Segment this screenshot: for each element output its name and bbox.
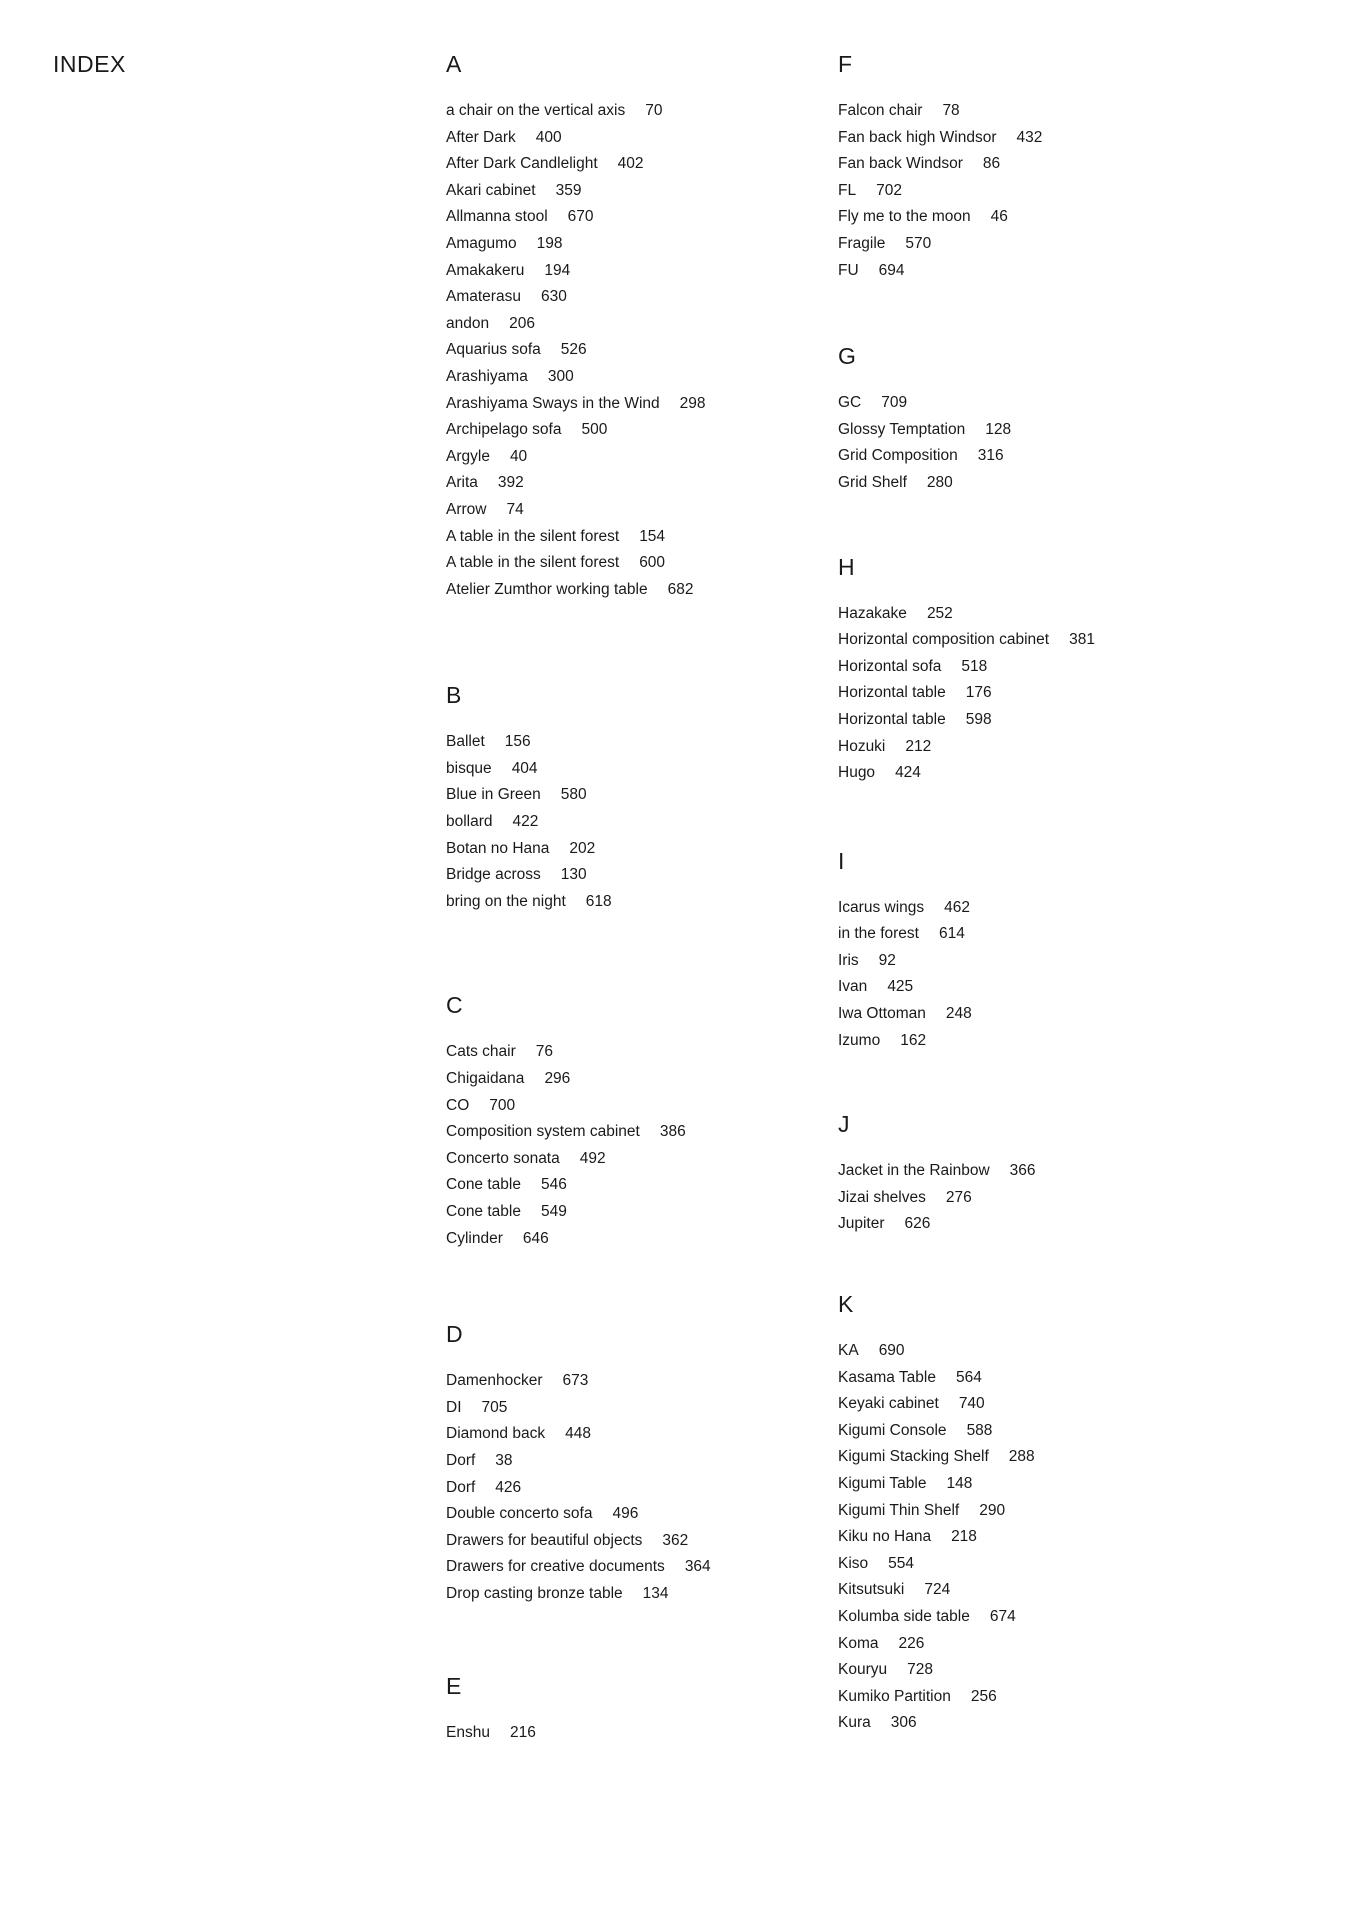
entry-page-number: 154 bbox=[639, 527, 666, 545]
entry-name: Atelier Zumthor working table bbox=[446, 580, 648, 598]
entry-page-number: 690 bbox=[878, 1342, 905, 1360]
section-letter: E bbox=[446, 1672, 462, 1699]
entry-name: Fragile bbox=[838, 234, 886, 252]
index-entry bbox=[838, 125, 1218, 152]
index-entry bbox=[446, 1172, 826, 1199]
index-entry bbox=[838, 1418, 1218, 1445]
entry-name: bollard bbox=[446, 813, 493, 831]
entry-page-number: 134 bbox=[642, 1584, 669, 1602]
entry-page-number: 130 bbox=[560, 866, 587, 884]
entry-list bbox=[838, 390, 1218, 496]
entry-name: Glossy Temptation bbox=[838, 420, 966, 438]
entry-page-number: 386 bbox=[659, 1123, 686, 1141]
entry-name: Bridge across bbox=[446, 866, 541, 884]
entry-name: Drawers for creative documents bbox=[446, 1558, 665, 1576]
index-entry bbox=[838, 974, 1218, 1001]
entry-name: Cats chair bbox=[446, 1043, 516, 1061]
entry-list bbox=[838, 98, 1218, 284]
entry-name: Enshu bbox=[446, 1723, 490, 1741]
entry-list bbox=[838, 1338, 1218, 1737]
page-title: INDEX bbox=[53, 51, 126, 77]
entry-name: Falcon chair bbox=[838, 102, 923, 119]
index-entry bbox=[446, 1554, 826, 1581]
index-section-j bbox=[838, 1110, 1218, 1238]
entry-name: Dorf bbox=[446, 1478, 476, 1496]
index-entry bbox=[446, 417, 826, 444]
index-entry bbox=[446, 444, 826, 471]
entry-name: DI bbox=[446, 1398, 462, 1416]
index-entry bbox=[838, 1001, 1218, 1028]
entry-name: Horizontal table bbox=[838, 684, 946, 702]
index-entry bbox=[446, 364, 826, 391]
section-letter: D bbox=[446, 1321, 463, 1348]
index-entry bbox=[838, 151, 1218, 178]
index-entry bbox=[446, 1226, 826, 1253]
entry-page-number: 46 bbox=[990, 208, 1008, 226]
entry-name: Chigaidana bbox=[446, 1070, 525, 1088]
entry-name: GC bbox=[838, 394, 862, 412]
entry-name: Hozuki bbox=[838, 737, 886, 755]
entry-page-number: 381 bbox=[1069, 631, 1095, 649]
entry-list bbox=[838, 601, 1218, 787]
entry-page-number: 402 bbox=[617, 155, 644, 173]
entry-name: Akari cabinet bbox=[446, 181, 536, 199]
entry-name: Concerto sonata bbox=[446, 1149, 560, 1167]
entry-name: Cylinder bbox=[446, 1229, 503, 1247]
index-entry bbox=[838, 178, 1218, 205]
entry-name: Hazakake bbox=[838, 604, 907, 622]
index-entry bbox=[446, 809, 826, 836]
entry-page-number: 422 bbox=[512, 813, 539, 831]
entry-name: Kiso bbox=[838, 1554, 869, 1572]
index-entry bbox=[838, 1684, 1218, 1711]
entry-page-number: 38 bbox=[495, 1451, 513, 1469]
entry-page-number: 724 bbox=[924, 1581, 951, 1599]
entry-page-number: 198 bbox=[536, 234, 563, 252]
index-entry bbox=[838, 1444, 1218, 1471]
entry-page-number: 226 bbox=[898, 1634, 925, 1652]
entry-name: Arashiyama Sways in the Wind bbox=[446, 394, 660, 412]
entry-name: bring on the night bbox=[446, 892, 566, 910]
index-entry bbox=[838, 1185, 1218, 1212]
index-entry bbox=[838, 1338, 1218, 1365]
section-letter: K bbox=[838, 1291, 854, 1318]
entry-page-number: 400 bbox=[535, 128, 562, 146]
index-entry bbox=[446, 284, 826, 311]
index-entry bbox=[838, 627, 1218, 654]
entry-page-number: 554 bbox=[888, 1554, 915, 1572]
index-entry bbox=[446, 836, 826, 863]
entry-name: A table in the silent forest bbox=[446, 527, 620, 545]
index-entry bbox=[446, 151, 826, 178]
entry-name: After Dark bbox=[446, 128, 516, 146]
entry-page-number: 614 bbox=[939, 925, 965, 943]
section-letter: C bbox=[446, 992, 463, 1019]
entry-name: Iwa Ottoman bbox=[838, 1005, 926, 1023]
index-column-2 bbox=[838, 50, 1218, 1737]
entry-page-number: 682 bbox=[667, 580, 694, 598]
entry-page-number: 598 bbox=[965, 710, 992, 728]
index-entry bbox=[838, 707, 1218, 734]
entry-page-number: 700 bbox=[489, 1096, 516, 1114]
index-entry bbox=[446, 756, 826, 783]
entry-page-number: 194 bbox=[544, 261, 571, 279]
index-entry bbox=[446, 862, 826, 889]
entry-name: Hugo bbox=[838, 764, 876, 782]
entry-name: A table in the silent forest bbox=[446, 554, 620, 572]
index-entry bbox=[446, 311, 826, 338]
entry-name: Jizai shelves bbox=[838, 1188, 926, 1206]
index-entry bbox=[446, 204, 826, 231]
index-entry bbox=[446, 98, 826, 125]
entry-page-number: 392 bbox=[497, 474, 524, 492]
index-entry bbox=[446, 1119, 826, 1146]
index-entry bbox=[838, 1657, 1218, 1684]
entry-name: Damenhocker bbox=[446, 1372, 543, 1390]
entry-name: Kasama Table bbox=[838, 1368, 936, 1386]
index-entry bbox=[446, 1146, 826, 1173]
section-letter: I bbox=[838, 847, 845, 874]
entry-name: Amakakeru bbox=[446, 261, 525, 279]
index-entry bbox=[838, 1391, 1218, 1418]
entry-name: Botan no Hana bbox=[446, 839, 550, 857]
index-entry bbox=[446, 1581, 826, 1608]
entry-page-number: 288 bbox=[1008, 1448, 1035, 1466]
entry-page-number: 588 bbox=[966, 1421, 993, 1439]
entry-page-number: 740 bbox=[958, 1395, 985, 1413]
entry-page-number: 496 bbox=[612, 1505, 639, 1523]
section-letter: F bbox=[838, 51, 853, 77]
entry-page-number: 300 bbox=[547, 367, 574, 385]
entry-name: Kolumba side table bbox=[838, 1607, 970, 1625]
entry-page-number: 212 bbox=[905, 737, 932, 755]
entry-name: a chair on the vertical axis bbox=[446, 102, 626, 119]
index-entry bbox=[838, 1710, 1218, 1737]
index-entry bbox=[838, 948, 1218, 975]
entry-name: Kigumi Table bbox=[838, 1475, 927, 1492]
index-entry bbox=[446, 1199, 826, 1226]
entry-name: Archipelago sofa bbox=[446, 421, 562, 439]
index-section-c bbox=[446, 991, 826, 1252]
index-entry bbox=[446, 1720, 826, 1747]
entry-name: Ivan bbox=[838, 978, 868, 996]
entry-name: Grid Shelf bbox=[838, 473, 907, 491]
entry-name: Drawers for beautiful objects bbox=[446, 1531, 643, 1549]
entry-page-number: 580 bbox=[560, 786, 587, 804]
entry-list bbox=[446, 98, 826, 603]
entry-page-number: 728 bbox=[907, 1661, 933, 1679]
index-entry bbox=[838, 1604, 1218, 1631]
index-entry bbox=[838, 443, 1218, 470]
entry-page-number: 564 bbox=[955, 1368, 982, 1386]
entry-name: Kigumi Console bbox=[838, 1421, 947, 1439]
entry-name: Fan back Windsor bbox=[838, 155, 963, 173]
entry-name: FL bbox=[838, 181, 857, 199]
entry-list bbox=[838, 1158, 1218, 1238]
entry-name: bisque bbox=[446, 759, 492, 777]
entry-page-number: 176 bbox=[965, 684, 992, 702]
index-entry bbox=[446, 1039, 826, 1066]
entry-page-number: 448 bbox=[565, 1425, 591, 1443]
entry-page-number: 364 bbox=[684, 1558, 711, 1576]
entry-name: Ballet bbox=[446, 733, 485, 751]
index-entry bbox=[446, 1528, 826, 1555]
index-entry bbox=[838, 1471, 1218, 1498]
entry-name: Arashiyama bbox=[446, 367, 528, 385]
entry-name: After Dark Candlelight bbox=[446, 155, 598, 173]
entry-name: Kouryu bbox=[838, 1661, 888, 1679]
entry-page-number: 280 bbox=[926, 473, 953, 491]
index-section-g bbox=[838, 342, 1218, 496]
entry-name: Iris bbox=[838, 951, 859, 969]
index-entry bbox=[838, 895, 1218, 922]
index-entry bbox=[838, 470, 1218, 497]
section-letter: G bbox=[838, 343, 856, 370]
entry-page-number: 298 bbox=[679, 394, 706, 412]
entry-page-number: 618 bbox=[585, 892, 612, 910]
entry-page-number: 518 bbox=[961, 657, 988, 675]
entry-page-number: 670 bbox=[567, 208, 594, 226]
entry-page-number: 76 bbox=[535, 1043, 554, 1061]
entry-name: Fly me to the moon bbox=[838, 208, 971, 226]
index-entry bbox=[838, 734, 1218, 761]
entry-page-number: 462 bbox=[944, 898, 971, 916]
entry-page-number: 546 bbox=[540, 1176, 567, 1194]
index-section-b bbox=[446, 681, 826, 915]
entry-name: Double concerto sofa bbox=[446, 1505, 593, 1523]
entry-page-number: 362 bbox=[662, 1531, 689, 1549]
index-entry bbox=[446, 470, 826, 497]
entry-page-number: 70 bbox=[645, 102, 663, 119]
entry-name: Izumo bbox=[838, 1031, 881, 1049]
index-entry bbox=[838, 417, 1218, 444]
index-entry bbox=[446, 1448, 826, 1475]
index-entry bbox=[446, 1066, 826, 1093]
entry-name: Kumiko Partition bbox=[838, 1687, 951, 1705]
index-entry bbox=[446, 1421, 826, 1448]
entry-page-number: 218 bbox=[951, 1528, 977, 1546]
index-entry bbox=[838, 258, 1218, 285]
entry-name: Horizontal sofa bbox=[838, 657, 942, 675]
entry-page-number: 702 bbox=[876, 181, 902, 199]
entry-list bbox=[446, 1039, 826, 1252]
entry-page-number: 276 bbox=[945, 1188, 972, 1206]
entry-page-number: 202 bbox=[569, 839, 596, 857]
entry-page-number: 709 bbox=[881, 394, 908, 412]
index-entry bbox=[446, 782, 826, 809]
index-section-k bbox=[838, 1290, 1218, 1737]
index-entry bbox=[838, 1498, 1218, 1525]
entry-list bbox=[446, 1368, 826, 1607]
index-entry bbox=[446, 125, 826, 152]
entry-name: Arita bbox=[446, 474, 478, 492]
index-section-e bbox=[446, 1672, 826, 1747]
index-entry bbox=[838, 680, 1218, 707]
entry-name: Cone table bbox=[446, 1203, 521, 1220]
index-entry bbox=[838, 390, 1218, 417]
entry-name: Kura bbox=[838, 1714, 871, 1732]
entry-name: Amaterasu bbox=[446, 288, 521, 306]
section-letter: A bbox=[446, 51, 462, 77]
entry-page-number: 290 bbox=[979, 1501, 1006, 1519]
entry-page-number: 92 bbox=[878, 951, 896, 969]
entry-name: Composition system cabinet bbox=[446, 1123, 640, 1141]
index-entry bbox=[446, 258, 826, 285]
index-entry bbox=[838, 231, 1218, 258]
index-entry bbox=[838, 654, 1218, 681]
entry-page-number: 306 bbox=[890, 1714, 917, 1732]
entry-page-number: 366 bbox=[1009, 1162, 1036, 1180]
index-section-i bbox=[838, 847, 1218, 1055]
entry-page-number: 570 bbox=[905, 234, 932, 252]
entry-name: Arrow bbox=[446, 500, 487, 518]
entry-name: in the forest bbox=[838, 925, 919, 943]
index-entry bbox=[446, 497, 826, 524]
entry-name: Grid Composition bbox=[838, 447, 958, 465]
entry-page-number: 705 bbox=[481, 1398, 508, 1416]
entry-name: FU bbox=[838, 261, 859, 279]
entry-page-number: 86 bbox=[982, 155, 1001, 173]
section-letter: B bbox=[446, 682, 462, 709]
entry-name: Jacket in the Rainbow bbox=[838, 1162, 990, 1180]
entry-page-number: 425 bbox=[887, 978, 914, 996]
entry-page-number: 549 bbox=[540, 1203, 567, 1220]
entry-name: Amagumo bbox=[446, 234, 517, 252]
entry-page-number: 646 bbox=[522, 1229, 549, 1247]
entry-name: Cone table bbox=[446, 1176, 521, 1194]
index-entry bbox=[838, 204, 1218, 231]
index-section-d bbox=[446, 1320, 826, 1607]
index-entry bbox=[838, 1524, 1218, 1551]
index-entry bbox=[838, 921, 1218, 948]
entry-page-number: 674 bbox=[989, 1607, 1016, 1625]
section-letter: J bbox=[838, 1111, 850, 1138]
entry-name: KA bbox=[838, 1342, 859, 1360]
entry-name: Kigumi Stacking Shelf bbox=[838, 1448, 989, 1466]
entry-page-number: 316 bbox=[977, 447, 1004, 465]
entry-name: Icarus wings bbox=[838, 898, 925, 916]
entry-page-number: 148 bbox=[946, 1475, 973, 1492]
entry-page-number: 78 bbox=[942, 102, 960, 119]
entry-page-number: 626 bbox=[904, 1215, 931, 1233]
index-entry bbox=[838, 1551, 1218, 1578]
entry-name: Diamond back bbox=[446, 1425, 546, 1443]
entry-page-number: 673 bbox=[562, 1372, 589, 1390]
entry-name: Jupiter bbox=[838, 1215, 885, 1233]
entry-page-number: 206 bbox=[509, 314, 535, 332]
index-entry bbox=[446, 1475, 826, 1502]
index-column-1 bbox=[446, 50, 826, 1746]
index-entry bbox=[838, 1631, 1218, 1658]
entry-name: Kigumi Thin Shelf bbox=[838, 1501, 960, 1519]
index-entry bbox=[446, 1093, 826, 1120]
index-entry bbox=[838, 1028, 1218, 1055]
entry-page-number: 526 bbox=[560, 341, 587, 359]
index-entry bbox=[838, 98, 1218, 125]
entry-page-number: 216 bbox=[509, 1723, 536, 1741]
entry-page-number: 359 bbox=[555, 181, 582, 199]
entry-name: CO bbox=[446, 1096, 470, 1114]
entry-page-number: 404 bbox=[511, 759, 538, 777]
entry-name: Argyle bbox=[446, 447, 490, 465]
entry-name: andon bbox=[446, 314, 490, 332]
index-entry bbox=[838, 1577, 1218, 1604]
index-entry bbox=[446, 1368, 826, 1395]
entry-page-number: 432 bbox=[1016, 128, 1043, 146]
index-section-a bbox=[446, 50, 826, 603]
index-entry bbox=[446, 1501, 826, 1528]
entry-page-number: 74 bbox=[506, 500, 524, 518]
entry-name: Kitsutsuki bbox=[838, 1581, 905, 1599]
section-letter: H bbox=[838, 553, 855, 580]
entry-page-number: 630 bbox=[540, 288, 567, 306]
entry-name: Drop casting bronze table bbox=[446, 1584, 623, 1602]
entry-name: Blue in Green bbox=[446, 786, 541, 804]
index-entry bbox=[838, 1158, 1218, 1185]
entry-name: Koma bbox=[838, 1634, 879, 1652]
entry-page-number: 256 bbox=[970, 1687, 997, 1705]
entry-name: Fan back high Windsor bbox=[838, 128, 997, 146]
entry-name: Kiku no Hana bbox=[838, 1528, 932, 1546]
entry-name: Horizontal composition cabinet bbox=[838, 631, 1050, 649]
entry-list bbox=[446, 1720, 826, 1747]
entry-list bbox=[838, 895, 1218, 1055]
index-entry bbox=[446, 391, 826, 418]
index-entry bbox=[446, 729, 826, 756]
index-entry bbox=[838, 1211, 1218, 1238]
entry-name: Dorf bbox=[446, 1451, 476, 1469]
index-entry bbox=[446, 550, 826, 577]
index-entry bbox=[446, 231, 826, 258]
entry-page-number: 296 bbox=[544, 1070, 571, 1088]
index-entry bbox=[446, 178, 826, 205]
entry-page-number: 248 bbox=[945, 1005, 972, 1023]
entry-page-number: 40 bbox=[509, 447, 528, 465]
entry-page-number: 500 bbox=[581, 421, 608, 439]
index-entry bbox=[838, 601, 1218, 628]
index-entry bbox=[446, 577, 826, 604]
index-section-h bbox=[838, 553, 1218, 787]
entry-page-number: 424 bbox=[895, 764, 921, 782]
index-entry bbox=[446, 889, 826, 916]
entry-page-number: 252 bbox=[926, 604, 953, 622]
entry-page-number: 156 bbox=[504, 733, 531, 751]
entry-page-number: 162 bbox=[900, 1031, 927, 1049]
index-entry bbox=[838, 1365, 1218, 1392]
entry-page-number: 426 bbox=[495, 1478, 522, 1496]
entry-list bbox=[446, 729, 826, 915]
entry-name: Aquarius sofa bbox=[446, 341, 541, 359]
entry-page-number: 492 bbox=[579, 1149, 606, 1167]
entry-page-number: 128 bbox=[985, 420, 1012, 438]
index-entry bbox=[446, 524, 826, 551]
index-entry bbox=[838, 760, 1218, 787]
entry-page-number: 694 bbox=[878, 261, 905, 279]
index-entry bbox=[446, 337, 826, 364]
entry-name: Horizontal table bbox=[838, 710, 946, 728]
index-section-f bbox=[838, 50, 1218, 284]
entry-name: Allmanna stool bbox=[446, 208, 548, 226]
index-entry bbox=[446, 1395, 826, 1422]
entry-page-number: 600 bbox=[639, 554, 666, 572]
entry-name: Keyaki cabinet bbox=[838, 1395, 939, 1413]
